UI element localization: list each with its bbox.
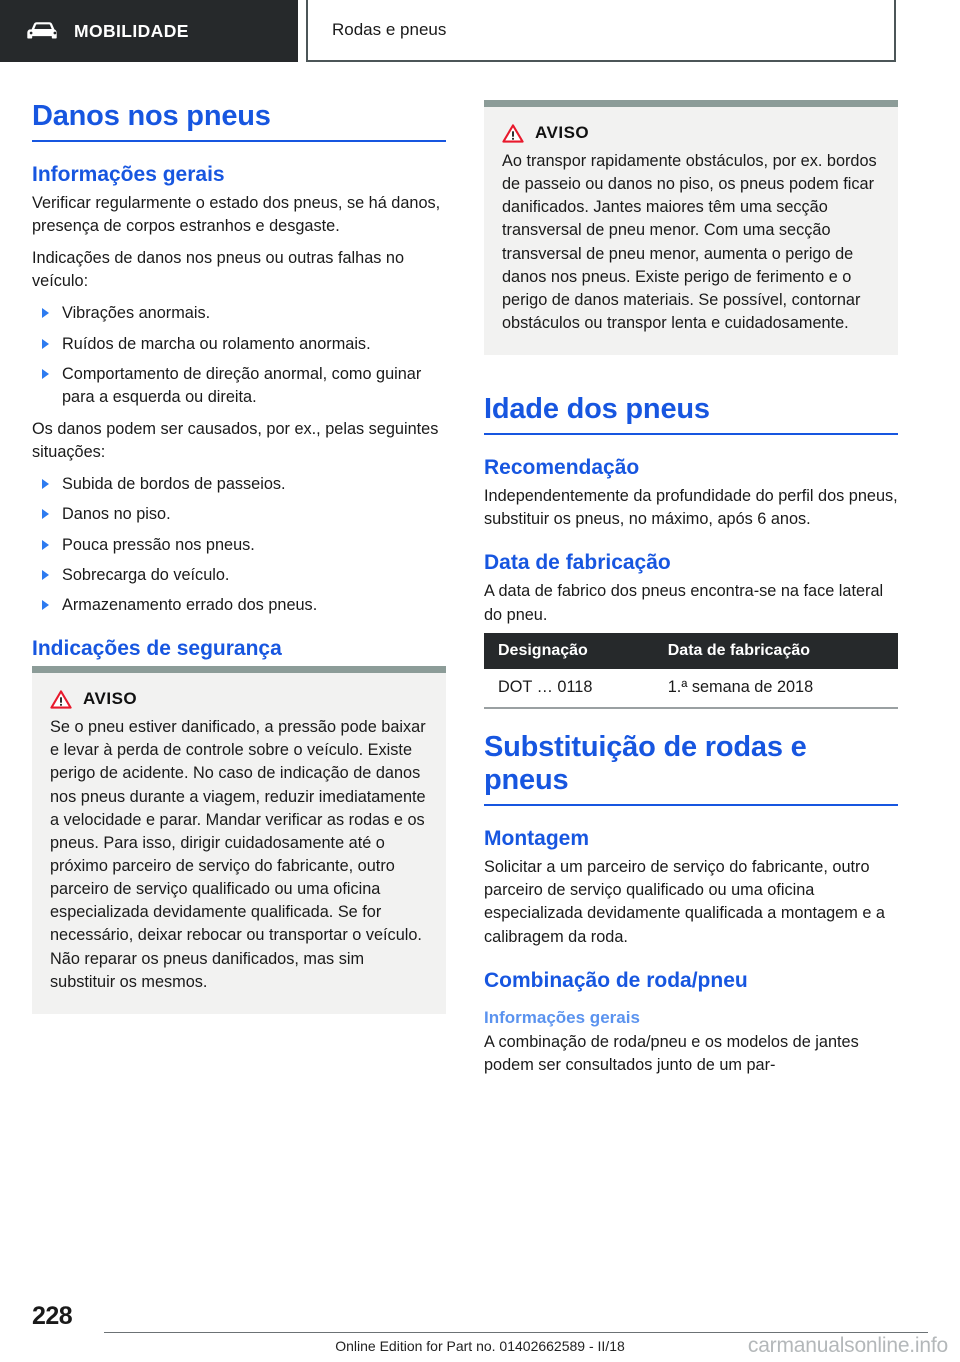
triangle-bullet-icon bbox=[42, 540, 49, 550]
breadcrumb bbox=[306, 0, 896, 62]
page-title: Danos nos pneus bbox=[32, 100, 271, 132]
heading-informacoes-gerais: Informações gerais bbox=[32, 162, 225, 186]
bullet-list-sintomas bbox=[32, 302, 446, 409]
triangle-bullet-icon bbox=[42, 509, 49, 519]
list-item bbox=[32, 503, 446, 526]
list-item-label: Vibrações anormais. bbox=[62, 304, 211, 323]
table-body bbox=[484, 669, 898, 708]
car-front-icon bbox=[26, 20, 60, 42]
warning-text: Ao transpor rapidamente obstáculos, por ex. bordos de passeio ou danos no piso, os pneus podem ficar danificados. Jantes maiores têm uma secção transversal de pneu menor. Com uma secção transversal de pneu menor, aumenta o perigo de danos nos pneus. Existe perigo de ferimento e o perigo de danos materiais. Se possível, contornar obstáculos ou transpor lenta e cuidadosamente. bbox=[502, 152, 877, 332]
list-item-label: Danos no piso. bbox=[62, 505, 171, 524]
heading-recomendacao: Recomendação bbox=[484, 455, 640, 479]
triangle-bullet-icon bbox=[42, 570, 49, 580]
list-item bbox=[32, 594, 446, 617]
table-header bbox=[484, 633, 898, 669]
data-table-fabricacao bbox=[484, 633, 898, 709]
warning-text: Se o pneu estiver danificado, a pressão pode baixar e levar à perda de controle sobre o veículo. Existe perigo de acidente. No caso de indicação de danos nos pneus durante a viagem, reduzir imediatamente a velocidade e parar. Mandar verificar as rodas e os pneus. Para isso, dirigir cuidadosamente até o próximo parceiro de serviço do fabricante, outro parceiro de serviço qualificado ou uma oficina especializada devidamente qualificada. Se for necessário, deixar rebocar ou transportar o veículo. Não reparar os pneus danificados, mas sim substituir os mesmos. bbox=[50, 718, 426, 991]
warning-box-obstaculos bbox=[484, 100, 898, 355]
title-rule bbox=[484, 433, 898, 435]
edition-note: Online Edition for Part no. 01402662589 - II/18 bbox=[335, 1338, 625, 1354]
paragraph: Os danos podem ser causados, por ex., pelas seguintes situações: bbox=[32, 419, 439, 462]
list-item bbox=[32, 333, 446, 356]
warning-title: AVISO bbox=[535, 123, 590, 142]
spacer bbox=[484, 958, 898, 968]
warning-title: AVISO bbox=[83, 689, 138, 709]
list-item bbox=[32, 302, 446, 325]
heading-indicacoes-seguranca: Indicações de segurança bbox=[32, 636, 282, 660]
list-item-label: Subida de bordos de passeios. bbox=[62, 475, 286, 494]
title-rule bbox=[484, 804, 898, 806]
heading-montagem: Montagem bbox=[484, 826, 589, 850]
paragraph: A combinação de roda/pneu e os modelos de jantes podem ser consultados junto de um par- bbox=[484, 1033, 859, 1075]
paragraph: Independentemente da profundidade do perfil dos pneus, substituir os pneus, no máximo, após 6 anos. bbox=[484, 486, 898, 529]
spacer bbox=[484, 540, 898, 550]
table-cell-designacao: DOT … 0118 bbox=[484, 669, 654, 708]
triangle-bullet-icon bbox=[42, 308, 49, 318]
section-tab[interactable] bbox=[0, 0, 298, 62]
heading-data-fabricacao: Data de fabricação bbox=[484, 551, 671, 575]
list-item bbox=[32, 564, 446, 587]
list-item bbox=[32, 534, 446, 557]
list-item-label: Sobrecarga do veículo. bbox=[62, 565, 230, 584]
column-header-data-fabricacao: Data de fabricação bbox=[654, 633, 898, 669]
table-row bbox=[484, 669, 898, 708]
left-column bbox=[32, 100, 446, 1036]
triangle-bullet-icon bbox=[42, 600, 49, 610]
list-item-label: Ruídos de marcha ou rolamento anormais. bbox=[62, 334, 371, 353]
title-rule bbox=[32, 140, 446, 142]
breadcrumb-label: Rodas e pneus bbox=[332, 20, 447, 39]
column-header-designacao: Designação bbox=[484, 633, 654, 669]
watermark: carmanualsonline.info bbox=[747, 1334, 948, 1357]
triangle-bullet-icon bbox=[42, 369, 49, 379]
list-item bbox=[32, 363, 446, 409]
page-footer bbox=[0, 1296, 960, 1362]
right-column bbox=[484, 100, 898, 1087]
triangle-bullet-icon bbox=[42, 479, 49, 489]
warning-header bbox=[502, 123, 880, 143]
subheading-informacoes-gerais: Informações gerais bbox=[484, 1007, 640, 1027]
heading-substituicao: Substituição de rodas e pneus bbox=[484, 730, 807, 797]
paragraph: A data de fabrico dos pneus encontra-se na face lateral do pneu. bbox=[484, 582, 884, 624]
warning-box-seguranca bbox=[32, 666, 446, 1014]
list-item-label: Armazenamento errado dos pneus. bbox=[62, 595, 318, 614]
page-header bbox=[0, 0, 960, 64]
paragraph: Verificar regularmente o estado dos pneus, se há danos, presença de corpos estranhos e desgaste. bbox=[32, 193, 441, 235]
list-item bbox=[32, 473, 446, 496]
paragraph: Solicitar a um parceiro de serviço do fabricante, outro parceiro de serviço qualificado ou uma oficina especializada devidamente qualificada a montagem e a calibragem da roda. bbox=[484, 858, 885, 946]
section-tab-label: MOBILIDADE bbox=[74, 20, 189, 41]
bullet-list-causas bbox=[32, 473, 446, 617]
triangle-bullet-icon bbox=[42, 339, 49, 349]
page-number: 228 bbox=[32, 1302, 73, 1330]
paragraph: Indicações de danos nos pneus ou outras falhas no veículo: bbox=[32, 249, 405, 291]
list-item-label: Pouca pressão nos pneus. bbox=[62, 535, 255, 554]
spacer bbox=[32, 626, 446, 636]
table-header-row bbox=[484, 633, 898, 669]
warning-triangle-icon bbox=[50, 690, 72, 709]
table-cell-data: 1.ª semana de 2018 bbox=[654, 669, 898, 708]
warning-triangle-icon bbox=[502, 124, 524, 143]
heading-idade-dos-pneus: Idade dos pneus bbox=[484, 393, 710, 426]
warning-header bbox=[50, 689, 428, 709]
spacer bbox=[484, 998, 898, 1008]
list-item-label: Comportamento de direção anormal, como guinar para a esquerda ou direita. bbox=[62, 364, 422, 406]
spacer bbox=[484, 377, 898, 393]
heading-combinacao-roda-pneu: Combinação de roda/pneu bbox=[484, 968, 748, 992]
footer-rule bbox=[104, 1332, 928, 1333]
